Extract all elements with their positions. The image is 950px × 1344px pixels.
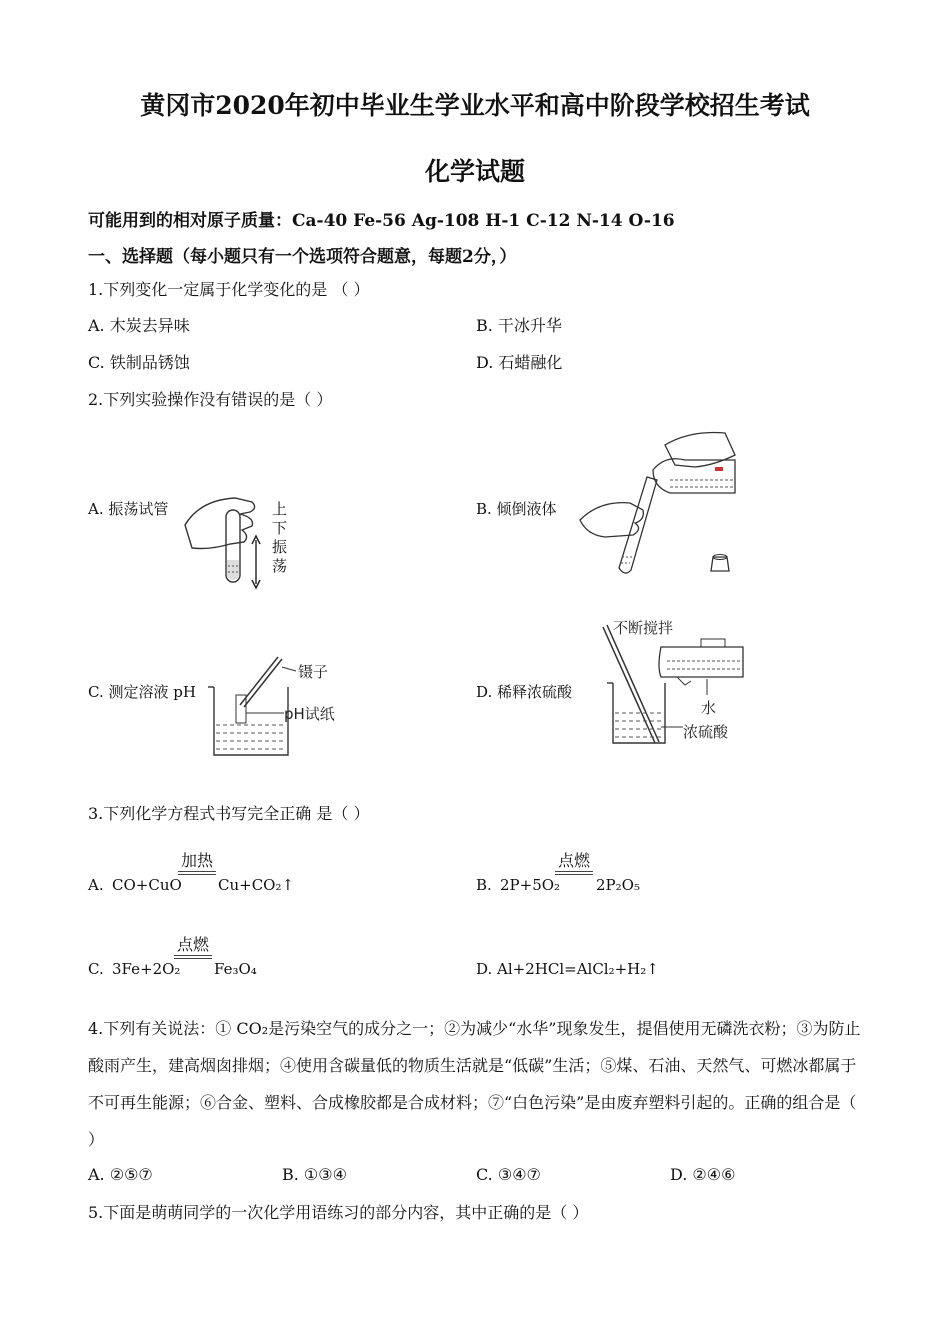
q3-option-b-left: 2P+5O₂ bbox=[500, 876, 561, 894]
q4-option-d: D. ②④⑥ bbox=[670, 1165, 736, 1184]
q2-option-a: A. 振荡试管 bbox=[88, 500, 169, 518]
fig-a-label: 上下振荡 bbox=[272, 500, 288, 575]
q3-option-a-prefix: A. bbox=[88, 876, 104, 894]
q1-option-d: D. 石蜡融化 bbox=[476, 353, 563, 372]
figure-pour-liquid bbox=[575, 425, 745, 580]
fig-d-stir-label: 不断搅拌 bbox=[613, 619, 674, 637]
figure-measure-ph bbox=[200, 645, 360, 765]
q3-option-d: D. Al+2HCl=AlCl₂+H₂↑ bbox=[476, 960, 659, 978]
q2-option-d: D. 稀释浓硫酸 bbox=[476, 683, 573, 701]
q3-option-a-right: Cu+CO₂↑ bbox=[218, 876, 295, 894]
q3-option-b-right: 2P₂O₅ bbox=[596, 876, 640, 894]
q3-b-equals-sign bbox=[555, 871, 593, 875]
q2-option-c: C. 测定溶液 pH bbox=[88, 683, 196, 701]
figure-dilute-acid bbox=[595, 615, 765, 750]
q2-option-b: B. 倾倒液体 bbox=[476, 500, 557, 518]
exam-subtitle: 化学试题 bbox=[424, 157, 525, 186]
fig-d-water-label: 水 bbox=[701, 699, 717, 717]
fig-c-paper-label: pH试纸 bbox=[284, 705, 335, 723]
q4-option-c: C. ③④⑦ bbox=[476, 1165, 541, 1184]
q3-c-condition-text: 点燃 bbox=[176, 935, 209, 954]
q3-c-condition bbox=[174, 936, 212, 959]
q3-c-equals-sign bbox=[174, 955, 212, 959]
q1-option-a: A. 木炭去异味 bbox=[88, 316, 190, 335]
atomic-masses: 可能用到的相对原子质量：Ca-40 Fe-56 Ag-108 H-1 C-12 N-14 O-16 bbox=[88, 211, 675, 231]
fig-d-acid-label: 浓硫酸 bbox=[683, 723, 729, 741]
q3-option-a-left: CO+CuO bbox=[112, 876, 182, 894]
q3-a-condition-text: 加热 bbox=[180, 851, 213, 870]
q1-option-c: C. 铁制品锈蚀 bbox=[88, 353, 190, 372]
q3-b-condition-text: 点燃 bbox=[557, 851, 590, 870]
fig-c-tweezers-label: 镊子 bbox=[298, 663, 329, 681]
q4-stem: 4.下列有关说法：① CO₂是污染空气的成分之一；②为减少“水华”现象发生，提倡使用无磷洗衣粉；③为防止酸雨产生，建高烟囱排烟；④使用含碳量低的物质生活就是“低碳”生活；⑤煤、石油、天然气、可燃冰都属于不可再生能源；⑥合金、塑料、合成橡胶都是合成材料；⑦“白色污染”是由废弃塑料引起的。正确的组合是（ ） bbox=[88, 1019, 861, 1149]
q3-option-c-prefix: C. bbox=[88, 960, 104, 978]
q5-stem: 5.下面是萌萌同学的一次化学用语练习的部分内容，其中正确的是（ ） bbox=[88, 1203, 589, 1222]
q4-option-b: B. ①③④ bbox=[282, 1165, 347, 1184]
q3-option-c-left: 3Fe+2O₂ bbox=[112, 960, 181, 978]
q1-stem: 1.下列变化一定属于化学变化的是 （ ） bbox=[88, 280, 370, 299]
exam-title: 黄冈市2020年初中毕业生学业水平和高中阶段学校招生考试 bbox=[140, 91, 810, 120]
q4-option-a: A. ②⑤⑦ bbox=[88, 1165, 153, 1184]
q2-stem: 2.下列实验操作没有错误的是（ ） bbox=[88, 390, 333, 409]
q3-option-b-prefix: B. bbox=[476, 876, 492, 894]
q3-option-c-right: Fe₃O₄ bbox=[214, 960, 257, 978]
q3-a-condition bbox=[178, 852, 216, 875]
q1-option-b: B. 干冰升华 bbox=[476, 316, 562, 335]
q3-stem: 3.下列化学方程式书写完全正确 是（ ） bbox=[88, 804, 370, 823]
q3-a-equals-sign bbox=[178, 871, 216, 875]
section-heading: 一、选择题（每小题只有一个选项符合题意，每题2分，） bbox=[88, 247, 517, 267]
q3-b-condition bbox=[555, 852, 593, 875]
